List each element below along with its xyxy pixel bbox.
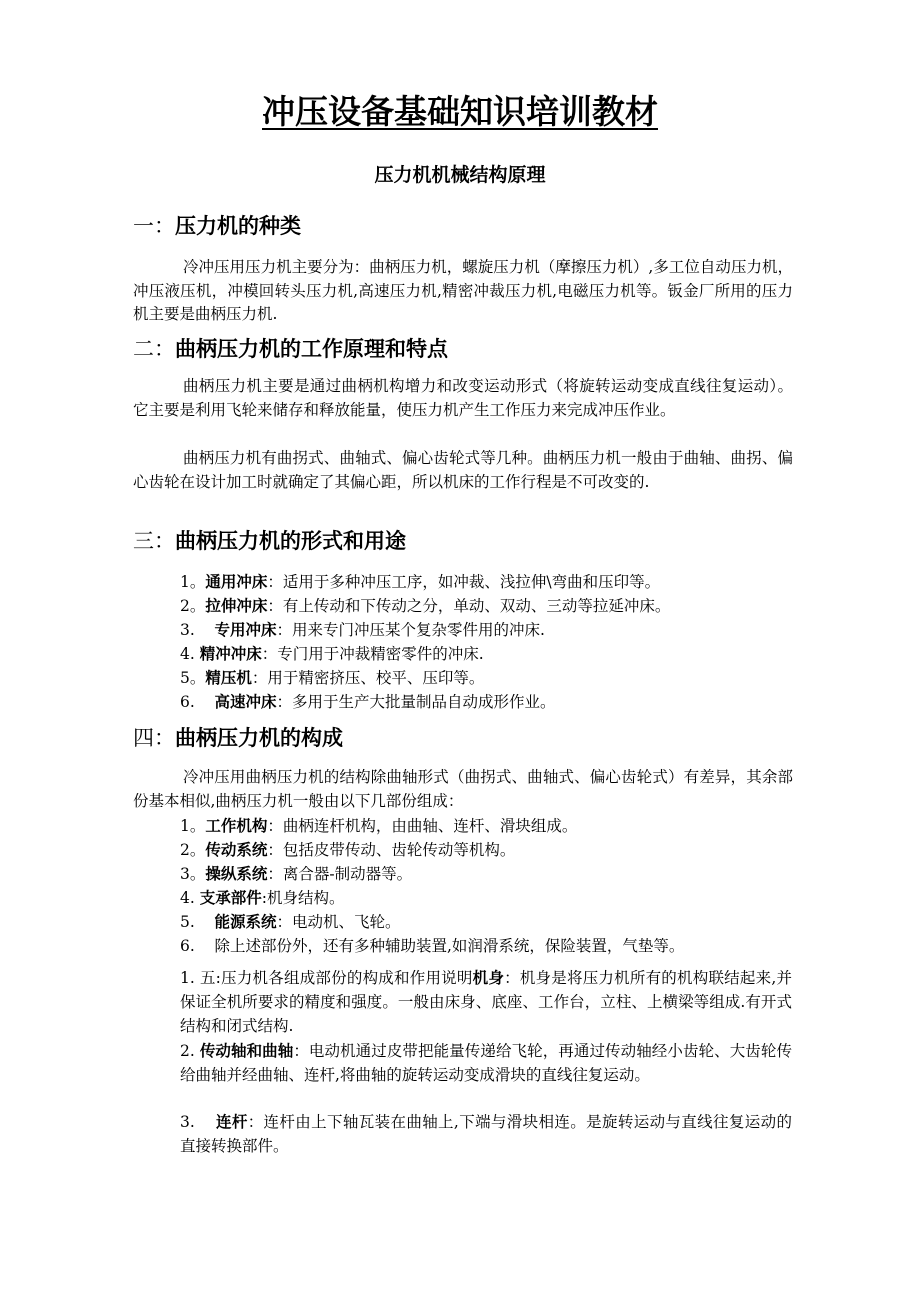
list-item: 4. 支承部件:机身结构。	[180, 889, 345, 907]
section-5-item-1: 1. 五:压力机各组成部份的构成和作用说明机身：机身是将压力机所有的机构联结起来,并保证全机所要求的精度和强度。一般由床身、底座、工作台，立柱、上横梁等组成.有开式结构和闭式结构.	[180, 968, 792, 1035]
section-4-paragraph: 冷冲压用曲柄压力机的结构除曲轴形式（曲拐式、曲轴式、偏心齿轮式）有差异，其余部份基本相似,曲柄压力机一般由以下几部份组成：	[133, 768, 793, 810]
list-item: 2。传动系统：包括皮带传动、齿轮传动等机构。	[180, 841, 516, 859]
list-item: 1。工作机构：曲柄连杆机构，由曲轴、连杆、滑块组成。	[180, 817, 578, 835]
list-item: 3. 专用冲床：用来专门冲压某个复杂零件用的冲床.	[180, 621, 545, 639]
list-item: 4. 精冲冲床：专门用于冲裁精密零件的冲床.	[180, 645, 484, 663]
section-5-item-3: 3. 连杆：连杆由上下轴瓦装在曲轴上,下端与滑块相连。是旋转运动与直线往复运动的直接转换部件。	[180, 1112, 792, 1155]
list-item: 2。拉伸冲床：有上传动和下传动之分，单动、双动、三动等拉延冲床。	[180, 597, 671, 615]
section-2-paragraph-1: 曲柄压力机主要是通过曲柄机构增力和改变运动形式（将旋转运动变成直线往复运动）。它主要是利用飞轮来储存和释放能量，使压力机产生工作压力来完成冲压作业。	[133, 377, 793, 419]
list-item: 5. 能源系统：电动机、飞轮。	[180, 913, 401, 931]
list-item: 3。操纵系统：离合器-制动器等。	[180, 865, 413, 883]
list-item: 6. 除上述部份外，还有多种辅助装置,如润滑系统，保险装置，气垫等。	[180, 937, 685, 955]
document-subtitle: 压力机机械结构原理	[374, 164, 546, 186]
list-item: 1。通用冲床：适用于多种冲压工序，如冲裁、浅拉伸\弯曲和压印等。	[180, 573, 661, 591]
list-item: 5。精压机：用于精密挤压、校平、压印等。	[180, 669, 485, 687]
section-heading-4: 四：曲柄压力机的构成	[133, 726, 343, 750]
section-1-paragraph: 冷冲压用压力机主要分为：曲柄压力机，螺旋压力机（摩擦压力机）,多工位自动压力机，冲压液压机，冲模回转头压力机,高速压力机,精密冲裁压力机,电磁压力机等。钣金厂所用的压力机主要是曲柄压力机.	[133, 258, 793, 323]
section-5-item-2: 2. 传动轴和曲轴：电动机通过皮带把能量传递给飞轮，再通过传动轴经小齿轮、大齿轮传给曲轴并经曲轴、连杆,将曲轴的旋转运动变成滑块的直线往复运动。	[180, 1041, 792, 1084]
section-heading-2: 二：曲柄压力机的工作原理和特点	[133, 337, 448, 361]
document-title: 冲压设备基础知识培训教材	[262, 92, 658, 131]
section-heading-3: 三：曲柄压力机的形式和用途	[133, 529, 406, 553]
list-item: 6. 高速冲床：多用于生产大批量制品自动成形作业。	[180, 693, 556, 711]
section-2-paragraph-2: 曲柄压力机有曲拐式、曲轴式、偏心齿轮式等几种。曲柄压力机一般由于曲轴、曲拐、偏心齿轮在设计加工时就确定了其偏心距，所以机床的工作行程是不可改变的.	[133, 449, 793, 491]
section-heading-1: 一：压力机的种类	[133, 214, 301, 238]
